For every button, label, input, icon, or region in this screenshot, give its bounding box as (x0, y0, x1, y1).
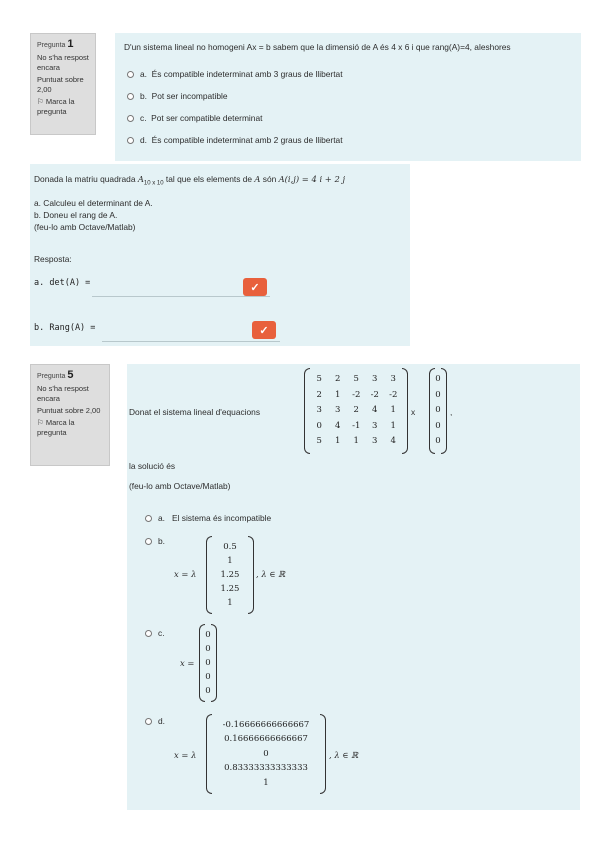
question-5-info (30, 364, 110, 466)
matrix-cell: 2 (335, 374, 341, 384)
check-icon: ✓ (250, 281, 260, 294)
question-5-prompt: Donat el sistema lineal d'equacions (129, 407, 261, 417)
option-q5-b[interactable]: b. (145, 536, 165, 546)
matrix-cell: -0.16666666666667 (222, 720, 310, 730)
question-1-content (115, 33, 581, 161)
radio-button[interactable] (145, 538, 152, 545)
flag-question[interactable]: ⚐ Marca la pregunta (37, 418, 75, 437)
question-number: Pregunta 5 (37, 369, 74, 381)
matrix-cell: 4 (335, 420, 341, 431)
option-c-prefix: x = (180, 658, 195, 668)
matrix-cell: 3 (372, 436, 378, 447)
matrix-cell: 0 (435, 420, 441, 431)
option-c-vector (199, 624, 217, 702)
option-q1-d[interactable]: d. És compatible indeterminat amb 2 graus de llibertat (127, 135, 343, 145)
question-5-content (127, 364, 580, 810)
matrix-cell: 1 (263, 777, 269, 788)
matrix-cell: 1.25 (220, 570, 240, 580)
option-q5-c[interactable]: c. (145, 628, 165, 638)
matrix-cell: -1 (352, 420, 361, 431)
matrix-cell: 1 (353, 436, 359, 447)
flag-icon: ⚐ (37, 418, 44, 427)
question-score: Puntuat sobre 2,00 (37, 75, 84, 94)
matrix-cell: 2 (353, 405, 359, 416)
option-q1-a[interactable]: a. És compatible indeterminat amb 3 graus de llibertat (127, 69, 343, 79)
matrix-cell: 0 (316, 420, 322, 431)
flag-question[interactable]: ⚐ Marca la pregunta (37, 97, 75, 116)
matrix-cell: 5 (316, 436, 322, 447)
matrix-cell: 0 (263, 748, 269, 759)
matrix-cell: 1.25 (220, 584, 240, 594)
flag-icon: ⚐ (37, 97, 44, 106)
det-label: a. det(A) = (34, 278, 91, 288)
right-paren (320, 714, 326, 794)
matrix-cell: -2 (370, 389, 379, 400)
octave-note: (feu-lo amb Octave/Matlab) (129, 481, 231, 491)
option-d-prefix: x = λ (174, 750, 197, 760)
matrix-cell: 5 (316, 374, 322, 384)
option-d-suffix: , λ ∈ ℝ (329, 750, 359, 760)
radio-button[interactable] (127, 71, 134, 78)
coefficient-matrix (304, 368, 408, 454)
check-icon: ✓ (259, 324, 269, 337)
item-b-text: b. Doneu el rang de A. (34, 210, 118, 220)
matrix-cell: 0.83333333333333 (224, 763, 308, 774)
matrix-cell: 0 (435, 405, 441, 416)
radio-button[interactable] (127, 93, 134, 100)
matrix-cell: 3 (372, 374, 378, 384)
end-punct: , (450, 407, 453, 417)
matrix-cell: 0.16666666666667 (224, 734, 308, 745)
question-status: No s'ha respost encara (37, 53, 89, 72)
question-score: Puntuat sobre 2,00 (37, 406, 101, 415)
matrix-cell: 0 (205, 658, 211, 668)
question-4-content (30, 164, 410, 346)
matrix-cell: 0 (205, 686, 211, 696)
rank-label: b. Rang(A) = (34, 323, 96, 333)
matrix-cell: 0 (435, 436, 441, 447)
matrix-cell: 3 (390, 374, 396, 384)
matrix-cell: 4 (372, 405, 378, 416)
octave-note: (feu-lo amb Octave/Matlab) (34, 222, 136, 232)
matrix-cell: 0.5 (223, 542, 237, 552)
check-button-a[interactable] (243, 278, 267, 296)
matrix-cell: 0 (205, 672, 211, 682)
question-status: No s'ha respost encara (37, 384, 89, 403)
matrix-cell: 0 (205, 630, 211, 640)
matrix-cell: -2 (352, 389, 361, 400)
matrix-cell: 0 (435, 374, 441, 384)
matrix-cell: 3 (335, 405, 341, 416)
matrix-cell: -2 (389, 389, 398, 400)
radio-button[interactable] (145, 630, 152, 637)
option-q1-c[interactable]: c. Pot ser compatible determinat (127, 113, 262, 123)
matrix-cell: 1 (227, 556, 233, 566)
rhs-vector (429, 368, 447, 454)
radio-button[interactable] (145, 718, 152, 725)
matrix-cell: 1 (390, 405, 396, 416)
matrix-cell: 2 (316, 389, 322, 400)
matrix-cell: 1 (227, 598, 233, 608)
question-4-prompt: Donada la matriu quadrada $A_{10 x 10}$ tal que els elements de A són A(i,j) = 4 i + 2 j (34, 174, 346, 187)
option-d-vector (206, 714, 326, 794)
matrix-cell: 3 (316, 405, 322, 416)
option-b-vector (206, 536, 254, 614)
radio-button[interactable] (127, 137, 134, 144)
matrix-cell: 3 (372, 420, 378, 431)
matrix-cell: 4 (390, 436, 396, 447)
question-number: Pregunta 1 (37, 38, 74, 50)
matrix-cell: 5 (353, 374, 359, 384)
radio-button[interactable] (145, 515, 152, 522)
option-q5-d[interactable]: d. (145, 716, 165, 726)
matrix-cell: 0 (435, 389, 441, 400)
matrix-cell: 1 (335, 436, 341, 447)
answer-label: Resposta: (34, 254, 72, 264)
solution-intro: la solució és (129, 461, 176, 471)
option-b-suffix: , λ ∈ ℝ (256, 569, 286, 579)
question-1-prompt: D'un sistema lineal no homogeni Ax = b sabem que la dimensió de A és 4 x 6 i que rang(A)=4, aleshores (124, 42, 511, 52)
radio-button[interactable] (127, 115, 134, 122)
option-q1-b[interactable]: b. Pot ser incompatible (127, 91, 228, 101)
item-a-text: a. Calculeu el determinant de A. (34, 198, 153, 208)
times-symbol: x (411, 407, 416, 417)
option-b-prefix: x = λ (174, 569, 197, 579)
matrix-cell: 1 (335, 389, 341, 400)
question-1-info (30, 33, 96, 135)
check-button-b[interactable] (252, 321, 276, 339)
right-paren (248, 536, 254, 614)
option-q5-a[interactable]: a. El sistema és incompatible (145, 513, 271, 523)
matrix-cell: 0 (205, 644, 211, 654)
matrix-cell: 1 (390, 420, 396, 431)
right-paren (402, 368, 408, 454)
